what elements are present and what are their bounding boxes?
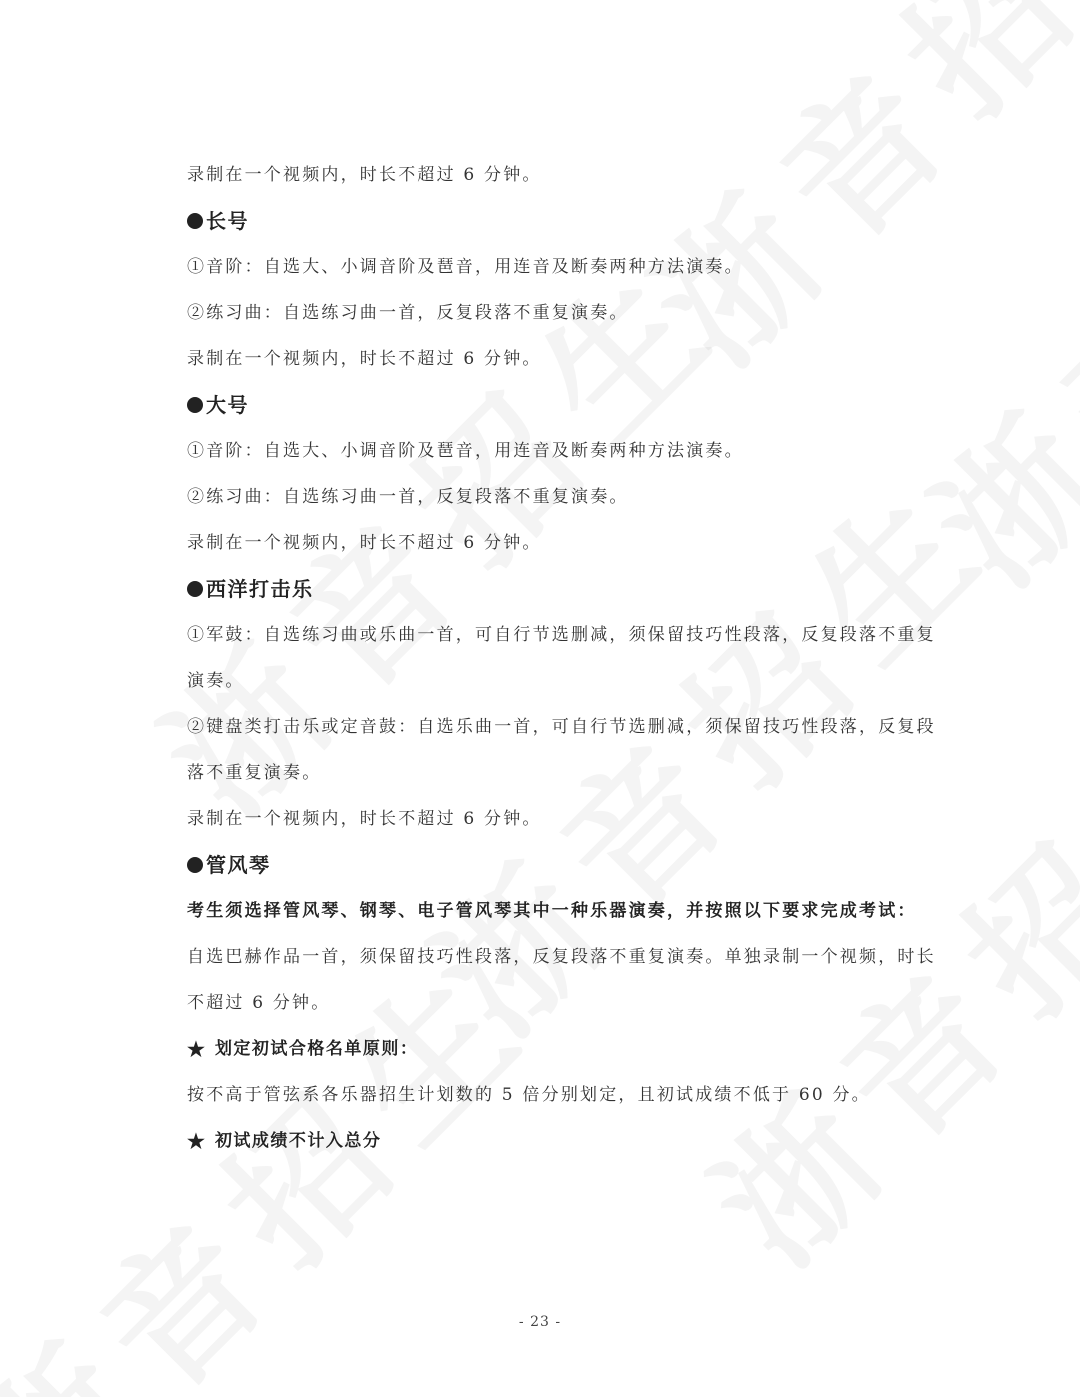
bullet-icon: [187, 581, 203, 597]
paragraph: ①音阶：自选大、小调音阶及琶音，用连音及断奏两种方法演奏。: [187, 441, 744, 461]
section-heading-organ: [187, 842, 907, 888]
bullet-icon: [187, 397, 203, 413]
paragraph: 录制在一个视频内，时长不超过 6 分钟。: [187, 533, 542, 553]
paragraph: 不超过 6 分钟。: [187, 993, 331, 1013]
star-note-label: 初试成绩不计入总分: [214, 1131, 382, 1151]
section-heading-label: 管风琴: [206, 853, 271, 877]
section-heading-percussion: [187, 566, 907, 612]
watermark-text: [880, 0, 1080, 623]
paragraph: ②练习曲：自选练习曲一首，反复段落不重复演奏。: [187, 487, 629, 507]
paragraph: 录制在一个视频内，时长不超过 6 分钟。: [187, 165, 542, 185]
star-note-score: [187, 1118, 907, 1164]
paragraph: 按不高于管弦系各乐器招生计划数的 5 倍分别划定，且初试成绩不低于 60 分。: [187, 1085, 871, 1105]
section-heading-label: 长号: [206, 209, 249, 233]
star-note-label: 划定初试合格名单原则：: [214, 1039, 419, 1059]
star-icon: ★: [187, 1037, 205, 1061]
star-note-principle: [187, 1026, 907, 1072]
paragraph: 落不重复演奏。: [187, 763, 322, 783]
bullet-icon: [187, 857, 203, 873]
bullet-icon: [187, 213, 203, 229]
paragraph: 自选巴赫作品一首，须保留技巧性段落，反复段落不重复演奏。单独录制一个视频，时长: [187, 947, 936, 967]
paragraph: 演奏。: [187, 671, 245, 691]
section-heading-label: 大号: [206, 393, 249, 417]
paragraph: ②练习曲：自选练习曲一首，反复段落不重复演奏。: [187, 303, 629, 323]
section-heading-trombone: [187, 198, 907, 244]
paragraph: 录制在一个视频内，时长不超过 6 分钟。: [187, 809, 542, 829]
paragraph: 录制在一个视频内，时长不超过 6 分钟。: [187, 349, 542, 369]
document-body: [187, 152, 936, 1164]
section-heading-label: 西洋打击乐: [206, 577, 314, 601]
star-icon: ★: [187, 1129, 205, 1153]
paragraph: ①音阶：自选大、小调音阶及琶音，用连音及断奏两种方法演奏。: [187, 257, 744, 277]
section-heading-tuba: [187, 382, 907, 428]
paragraph: ①军鼓：自选练习曲或乐曲一首，可自行节选删减，须保留技巧性段落，反复段落不重复: [187, 625, 936, 645]
bold-paragraph: 考生须选择管风琴、钢琴、电子管风琴其中一种乐器演奏，并按照以下要求完成考试：: [187, 901, 917, 921]
paragraph: ②键盘类打击乐或定音鼓：自选乐曲一首，可自行节选删减，须保留技巧性段落，反复段: [187, 717, 936, 737]
page-number: - 23 -: [518, 1314, 562, 1330]
